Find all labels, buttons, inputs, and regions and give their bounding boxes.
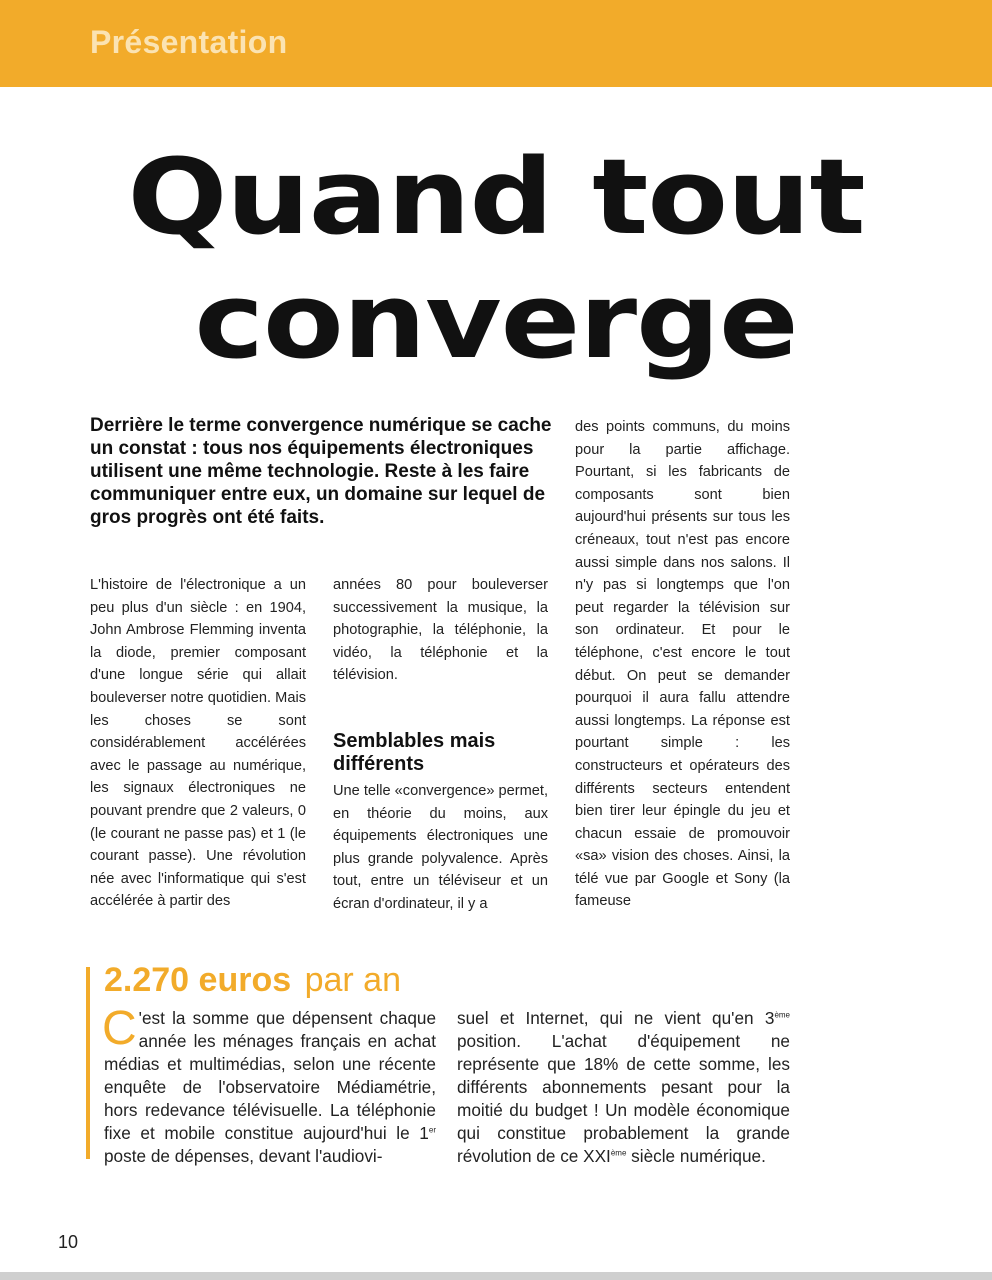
box-column-1-sup: er <box>428 1125 436 1135</box>
headline-line-1: Quand tout <box>127 136 865 258</box>
lead-paragraph: Derrière le terme convergence numérique se cache un constat : tous nos équipements électroniques utilisent une même technologie. Reste à les faire communiquer entre eux, un domaine sur lequel de gros progrès ont été faits. <box>90 415 552 528</box>
box-column-1 <box>102 1002 436 1168</box>
box-column-2-sup-2: ème <box>610 1148 627 1158</box>
page-number: 10 <box>58 1232 79 1252</box>
body-column-2-top: années 80 pour bouleverser successivement la musique, la photographie, la téléphonie, la vidéo, la téléphonie et la télévision. <box>333 577 548 684</box>
box-column-2-tail: siècle numérique. <box>626 1146 766 1166</box>
body-column-1: L'histoire de l'électronique a un peu plus d'un siècle : en 1904, John Ambrose Flemming inventa la diode, premier composant d'une longue série qui allait bouleverser notre quotidien. Mais les choses se sont considérablement accélérées avec le passage au numérique, les signaux électroniques ne pouvant prendre que 2 valeurs, 0 (le courant ne passe pas) et 1 (le courant passe). Une révolution née avec l'informatique qui s'est accélérée à partir des <box>90 577 306 910</box>
box-column-2 <box>457 1007 790 1168</box>
body-column-2-bottom: Une telle «convergence» permet, en théorie du moins, aux équipements électroniques une plus grande polyvalence. Après tout, entre un téléviseur et un écran d'ordinateur, il y a <box>333 783 548 912</box>
box-title <box>104 958 401 1002</box>
box-column-2-mid: position. L'achat d'équipement ne représente que 18% de cette somme, les différents abonnements pesant pour la moitié du budget ! Un modèle économique qui constitue probablement la grande révolution de ce XXI <box>457 1031 790 1166</box>
subheading: Semblables mais différents <box>333 730 496 775</box>
bottom-bar <box>0 1272 992 1280</box>
box-title-period: par an <box>304 961 401 999</box>
box-title-amount: 2.270 euros <box>104 961 292 999</box>
box-accent-rule <box>86 967 90 1159</box>
box-column-2-sup: ème <box>774 1010 790 1020</box>
box-column-1-text: 'est la somme que dépensent chaque année les ménages français en achat médias et multimédias, selon une récente enquête de l'observatoire Médiamétrie, hors redevance télévisuelle. La téléphonie fixe et mobile constitue aujourd'hui le 1 <box>104 1008 436 1143</box>
section-label: Présentation <box>90 24 288 60</box>
headline <box>0 135 992 383</box>
headline-line-2: converge <box>194 260 798 382</box>
box-column-2-text: suel et Internet, qui ne vient qu'en 3 <box>457 1008 775 1028</box>
box-column-1-tail: poste de dépenses, devant l'audiovi- <box>104 1146 383 1166</box>
drop-cap: C <box>102 1002 137 1055</box>
body-column-3: des points communs, du moins pour la partie affichage. Pourtant, si les fabricants de composants sont bien aujourd'hui présents sur tous les créneaux, tout n'est pas encore aussi simple dans nos salons. Il n'y pas si longtemps que l'on peut regarder la télévision sur son ordinateur. Et pour le téléphone, c'est encore le tout début. On peut se demander pourquoi il aura fallu attendre aussi longtemps. La réponse est pourtant simple : les constructeurs et opérateurs des différents secteurs entendent bien tirer leur épingle du jeu et chacun essaie de promouvoir «sa» vision des choses. Ainsi, la télé vue par Google et Sony (la fameuse <box>575 419 790 910</box>
